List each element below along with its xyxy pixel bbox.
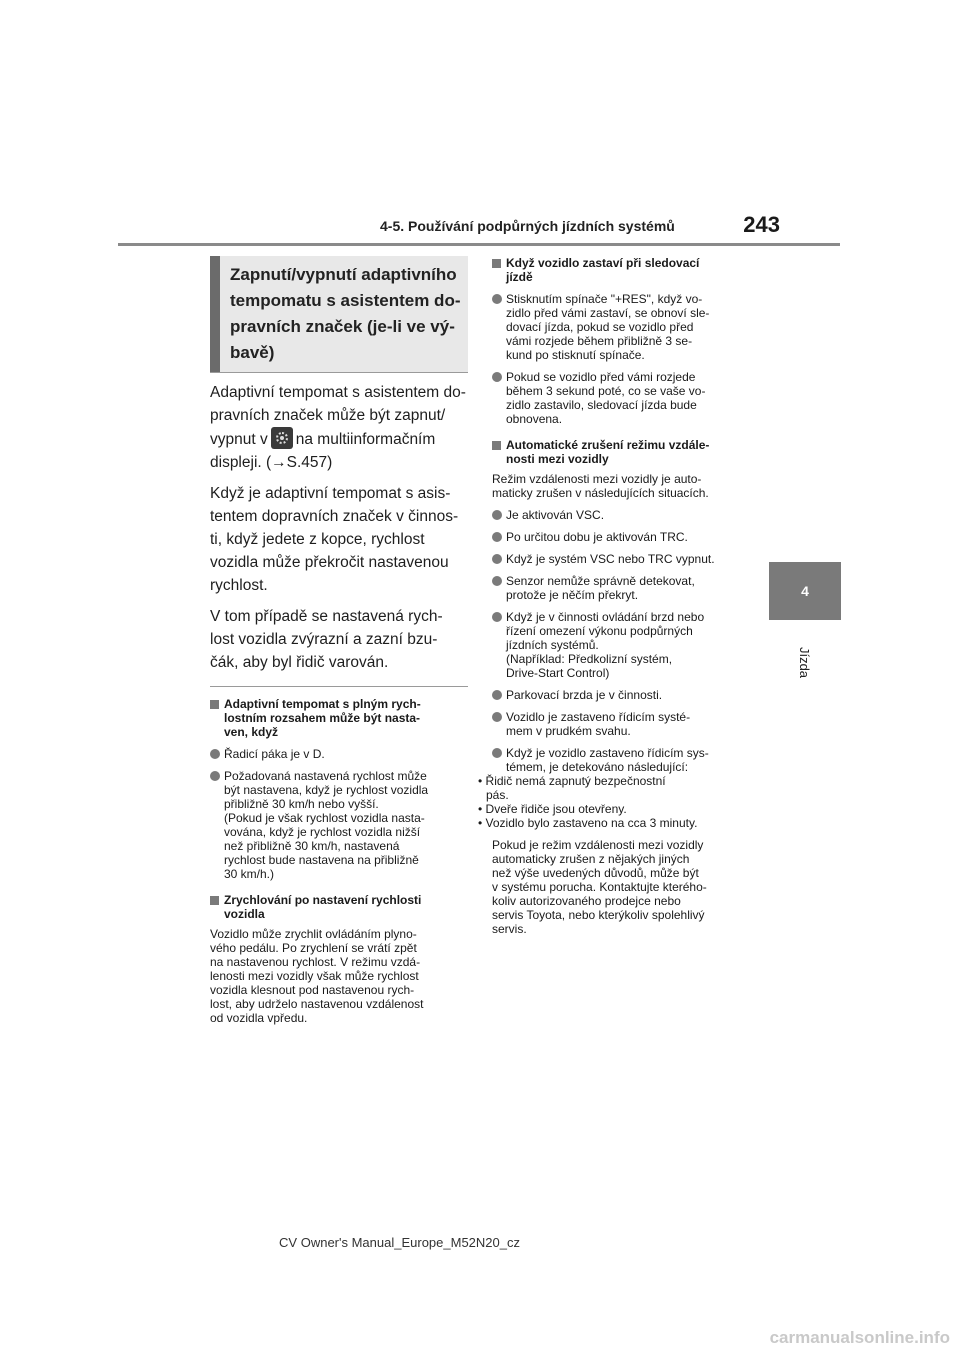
text-line: vozidla může překročit nastavenou	[210, 554, 449, 571]
text-line: Pokud je režim vzdálenosti mezi vozidly	[492, 838, 704, 852]
paragraph	[210, 605, 468, 674]
bullet-item	[492, 508, 754, 522]
text-line: Stisknutím spínače "+RES", když vo-	[506, 292, 703, 306]
round-bullet-icon	[492, 576, 502, 586]
text-line: lenosti mezi vozidly však může rychlost	[210, 969, 419, 983]
round-bullet-icon	[492, 372, 502, 382]
text-line: Zrychlování po nastavení rychlosti	[224, 893, 422, 907]
text-line: 30 km/h.)	[224, 867, 275, 881]
info-block	[210, 697, 468, 881]
text-line: Když je v činnosti ovládání brzd nebo	[506, 610, 705, 624]
text-line: Adaptivní tempomat s asistentem do-	[210, 384, 466, 401]
page-number: 243	[743, 212, 780, 237]
text-line: maticky zrušen v následujících situacích.	[492, 486, 709, 500]
info-block	[492, 256, 754, 426]
text-line: servis Toyota, nebo kterýkoliv spolehlivý	[492, 908, 705, 922]
body-text	[210, 381, 468, 674]
text-line: servis.	[492, 922, 527, 936]
text-line: pravních značek může být zapnut/	[210, 407, 446, 424]
text-line: Vozidlo může zrychlit ovládáním plyno-	[210, 927, 417, 941]
text-line: čák, aby byl řidič varován.	[210, 654, 389, 671]
block-heading	[492, 438, 754, 466]
header-rule	[118, 243, 840, 246]
text-line: rychlost bude nastavena na přibližně	[224, 853, 419, 867]
text-line: jízdě	[506, 270, 533, 284]
text-line: Automatické zrušení režimu vzdále-	[506, 438, 710, 452]
text-line: řízení omezení výkonu podpůrných	[506, 624, 693, 638]
text-line: Pokud se vozidlo před vámi rozjede	[506, 370, 696, 384]
heading-rule	[210, 372, 468, 373]
text-line: nosti mezi vozidly	[506, 452, 609, 466]
round-bullet-icon	[492, 712, 502, 722]
round-bullet-icon	[492, 554, 502, 564]
block-paragraph	[210, 927, 468, 1025]
square-bullet-icon	[210, 896, 219, 905]
bullet-item	[492, 292, 754, 362]
text-line: Když je systém VSC nebo TRC vypnut.	[506, 552, 715, 566]
block-paragraph	[492, 838, 754, 936]
text-line: automaticky zrušen z nějakých jiných	[492, 852, 690, 866]
text-fragment: na multiinformačním	[295, 431, 436, 448]
bullet-item	[492, 688, 754, 702]
round-bullet-icon	[492, 294, 502, 304]
round-bullet-icon	[492, 690, 502, 700]
bullet-item	[492, 710, 754, 738]
text-line: vozidla klesnout pod nastavenou rych-	[210, 983, 415, 997]
sub-list	[478, 774, 754, 830]
text-line: V tom případě se nastavená rych-	[210, 608, 443, 625]
section-heading	[210, 256, 468, 372]
sub-item: pás.	[486, 788, 509, 802]
chapter-label-text: Jízda	[797, 646, 813, 678]
bullet-item	[492, 574, 754, 602]
text-line: vována, když je rychlost vozidla nižší	[224, 825, 421, 839]
text-line: (Pokud je však rychlost vozidla nasta-	[224, 811, 425, 825]
text-line: lost, aby udrželo nastavenou vzdálenost	[210, 997, 424, 1011]
text-line: přibližně 30 km/h nebo vyšší.	[224, 797, 379, 811]
sub-item: • Řidič nemá zapnutý bezpečnostní	[478, 774, 666, 788]
text-line: rychlost.	[210, 577, 268, 594]
bullet-item	[492, 370, 754, 426]
footer-doc-id: CV Owner's Manual_Europe_M52N20_cz	[279, 1235, 520, 1250]
text-line: než přibližně 30 km/h, nastavená	[224, 839, 400, 853]
bullet-item	[492, 552, 754, 566]
text-line: protože je něčím překryt.	[506, 588, 639, 602]
text-line: zidlo zastavilo, sledovací jízda bude	[506, 398, 697, 412]
heading-line: bavě)	[230, 343, 275, 362]
block-paragraph	[492, 472, 754, 500]
round-bullet-icon	[210, 771, 220, 781]
settings-icon	[271, 427, 293, 449]
heading-line: tempomatu s asistentem do-	[230, 291, 461, 310]
text-line: ti, když jedete z kopce, rychlost	[210, 531, 425, 548]
left-column	[210, 256, 468, 1033]
watermark: carmanualsonline.info	[769, 1328, 950, 1347]
intro-paragraph	[210, 381, 468, 474]
block-heading	[492, 256, 754, 284]
sub-item: • Dveře řidiče jsou otevřeny.	[478, 802, 627, 816]
text-line: na nastavenou rychlost. V režimu vzdá-	[210, 955, 421, 969]
text-line: vého pedálu. Po zrychlení se vrátí zpět	[210, 941, 417, 955]
text-line	[210, 427, 468, 451]
text-line: než výše uvedených důvodů, může být	[492, 866, 699, 880]
text-line: tentem dopravních značek v činnos-	[210, 508, 459, 525]
text-line: dovací jízda, pokud se vozidlo před	[506, 320, 694, 334]
text-line: být nastavena, když je rychlost vozidla	[224, 783, 429, 797]
text-line: Vozidlo je zastaveno řídicím systé-	[506, 710, 691, 724]
text-fragment: vypnut v	[210, 431, 268, 448]
right-column	[478, 256, 754, 944]
page-reference: displeji. (→S.457)	[210, 454, 333, 471]
text-line: (Například: Předkolizní systém,	[506, 652, 673, 666]
text-line: Je aktivován VSC.	[506, 508, 605, 522]
text-line: vámi rozjede během přibližně 3 se-	[506, 334, 693, 348]
paragraph	[210, 482, 468, 597]
round-bullet-icon	[492, 532, 502, 542]
bullet-item	[492, 746, 754, 774]
text-line: Řadicí páka je v D.	[224, 747, 325, 761]
text-line: zidlo před vámi zastaví, se obnoví sle-	[506, 306, 710, 320]
block-heading	[210, 893, 468, 921]
divider	[210, 686, 468, 687]
text-line: lost vozidla zvýrazní a zazní bzu-	[210, 631, 438, 648]
info-block	[210, 893, 468, 1025]
text-line: kund po stisknutí spínače.	[506, 348, 645, 362]
square-bullet-icon	[492, 259, 501, 268]
bullet-item	[492, 610, 754, 680]
bullet-item	[492, 530, 754, 544]
text-line: od vozidla vpředu.	[210, 1011, 308, 1025]
round-bullet-icon	[492, 748, 502, 758]
block-heading	[210, 697, 468, 739]
square-bullet-icon	[492, 441, 501, 450]
text-line: Požadovaná nastavená rychlost může	[224, 769, 427, 783]
text-line: témem, je detekováno následující:	[506, 760, 689, 774]
text-line: mem v prudkém svahu.	[506, 724, 631, 738]
text-line: Když je adaptivní tempomat s asis-	[210, 485, 451, 502]
text-line: během 3 sekund poté, co se vaše vo-	[506, 384, 706, 398]
text-line: Drive-Start Control)	[506, 666, 610, 680]
text-line: Parkovací brzda je v činnosti.	[506, 688, 663, 702]
text-line: v systému porucha. Kontaktujte kterého-	[492, 880, 707, 894]
heading-line: pravních značek (je-li ve vý-	[230, 317, 455, 336]
text-line: koliv autorizovaného prodejce nebo	[492, 894, 681, 908]
sub-item: • Vozidlo bylo zastaveno na cca 3 minuty.	[478, 816, 698, 830]
text-line: lostním rozsahem může být nasta-	[224, 711, 421, 725]
round-bullet-icon	[492, 612, 502, 622]
info-block	[478, 438, 754, 936]
heading-line: Zapnutí/vypnutí adaptivního	[230, 265, 457, 284]
text-line: Po určitou dobu je aktivován TRC.	[506, 530, 688, 544]
round-bullet-icon	[492, 510, 502, 520]
text-line: Když vozidlo zastaví při sledovací	[506, 256, 700, 270]
bullet-item	[210, 747, 468, 761]
text-line: Adaptivní tempomat s plným rych-	[224, 697, 421, 711]
text-line: vozidla	[224, 907, 265, 921]
section-title: 4-5. Používání podpůrných jízdních systémů	[380, 218, 675, 234]
square-bullet-icon	[210, 700, 219, 709]
text-line: Když je vozidlo zastaveno řídicím sys-	[506, 746, 709, 760]
bullet-item	[210, 769, 468, 881]
round-bullet-icon	[210, 749, 220, 759]
text-line: Senzor nemůže správně detekovat,	[506, 574, 695, 588]
text-line: jízdních systémů.	[506, 638, 599, 652]
chapter-label	[769, 632, 841, 692]
chapter-tab: 4	[769, 562, 841, 620]
text-line: Režim vzdálenosti mezi vozidly je auto-	[492, 472, 702, 486]
text-line: obnovena.	[506, 412, 563, 426]
text-line: ven, když	[224, 725, 279, 739]
